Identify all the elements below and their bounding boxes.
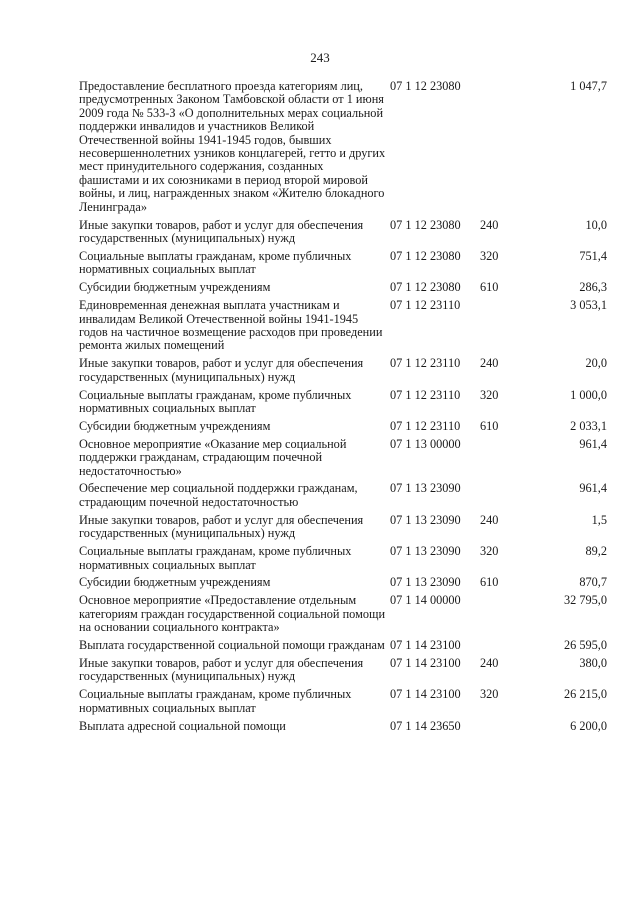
- table-row: [79, 438, 607, 478]
- row-name: Социальные выплаты гражданам, кроме публичных нормативных социальных выплат: [79, 387, 352, 415]
- row-code: 07 1 12 23080: [390, 79, 461, 93]
- table-row: [79, 281, 607, 294]
- row-name: Предоставление бесплатного проезда категориям лиц, предусмотренных Законом Тамбовской области от 1 июня 2009 года № 533-З «О дополнительных мерах социальной поддержки инвалидов и участников Великой Отечественной войны 1941-1945 годов, бывших несовершеннолетних узников концлагерей, гетто и других мест принудительного содержания, созданных фашистами и их союзниками в период второй мировой войны, и лиц, награжденных знаком «Жителю блокадного Ленинграда»: [79, 79, 386, 214]
- row-name: Иные закупки товаров, работ и услуг для обеспечения государственных (муниципальных) нужд: [79, 512, 364, 541]
- row-type: 320: [480, 387, 499, 402]
- row-code: 07 1 14 23100: [390, 655, 461, 670]
- table-row: [79, 720, 607, 733]
- row-code: 07 1 13 23090: [390, 544, 461, 559]
- row-name: Социальные выплаты гражданам, кроме публичных нормативных социальных выплат: [79, 687, 352, 715]
- row-code: 07 1 12 23110: [390, 356, 461, 371]
- row-code: 07 1 13 23090: [390, 512, 461, 527]
- row-name: Иные закупки товаров, работ и услуг для обеспечения государственных (муниципальных) нужд: [79, 356, 364, 384]
- row-amount: 1 047,7: [570, 79, 607, 93]
- table-row: [79, 594, 607, 634]
- row-amount: 2 033,1: [570, 418, 607, 433]
- row-type: 240: [480, 356, 499, 371]
- row-name: Субсидии бюджетным учреждениям: [79, 575, 271, 590]
- row-type: 320: [480, 544, 499, 559]
- row-name: Выплата государственной социальной помощи гражданам: [79, 638, 385, 653]
- table-row: [79, 420, 607, 433]
- row-amount: 380,0: [579, 655, 607, 670]
- row-code: 07 1 13 23090: [390, 575, 461, 590]
- table-row: [79, 688, 607, 715]
- row-name: Обеспечение мер социальной поддержки гражданам, страдающим почечной недостаточностью: [79, 481, 358, 509]
- row-name: Выплата адресной социальной помощи: [79, 718, 286, 733]
- row-code: 07 1 14 23100: [390, 638, 461, 653]
- row-type: 610: [480, 418, 499, 433]
- row-code: 07 1 13 00000: [390, 436, 461, 451]
- row-amount: 1,5: [591, 512, 607, 527]
- table-row: [79, 219, 607, 246]
- row-type: 240: [480, 655, 499, 670]
- budget-table: [79, 80, 607, 737]
- row-amount: 751,4: [579, 248, 607, 263]
- page-number: 243: [310, 50, 330, 65]
- row-type: 320: [480, 687, 499, 702]
- row-type: 610: [480, 280, 499, 295]
- row-name: Основное мероприятие «Предоставление отдельным категориям граждан государственной социальной помощи на основании социального контракта»: [79, 593, 386, 635]
- table-row: [79, 514, 607, 541]
- table-row: [79, 639, 607, 652]
- row-code: 07 1 12 23080: [390, 248, 461, 263]
- table-row: [79, 657, 607, 684]
- table-row: [79, 299, 607, 353]
- row-code: 07 1 14 23650: [390, 718, 461, 733]
- row-name: Иные закупки товаров, работ и услуг для обеспечения государственных (муниципальных) нужд: [79, 655, 364, 684]
- row-amount: 32 795,0: [563, 593, 607, 608]
- table-row: [79, 389, 607, 416]
- row-amount: 89,2: [585, 544, 607, 559]
- row-amount: 961,4: [579, 436, 607, 451]
- row-name: Социальные выплаты гражданам, кроме публичных нормативных социальных выплат: [79, 544, 352, 572]
- row-amount: 26 215,0: [563, 687, 607, 702]
- row-amount: 10,0: [585, 217, 607, 232]
- table-row: [79, 80, 607, 214]
- row-amount: 961,4: [579, 481, 607, 496]
- row-name: Социальные выплаты гражданам, кроме публичных нормативных социальных выплат: [79, 248, 352, 277]
- row-amount: 870,7: [579, 575, 607, 590]
- row-code: 07 1 14 23100: [390, 687, 461, 702]
- row-code: 07 1 14 00000: [390, 593, 461, 608]
- row-name: Иные закупки товаров, работ и услуг для обеспечения государственных (муниципальных) нужд: [79, 217, 364, 245]
- row-type: 610: [480, 575, 499, 590]
- row-type: 240: [480, 217, 499, 232]
- row-type: 320: [480, 248, 499, 263]
- row-code: 07 1 12 23110: [390, 418, 461, 433]
- row-code: 07 1 12 23110: [390, 298, 461, 313]
- row-amount: 286,3: [579, 280, 607, 295]
- table-row: [79, 545, 607, 572]
- row-amount: 3 053,1: [570, 298, 607, 313]
- row-code: 07 1 12 23110: [390, 387, 461, 402]
- row-amount: 1 000,0: [570, 387, 607, 402]
- row-code: 07 1 12 23080: [390, 217, 461, 232]
- row-code: 07 1 12 23080: [390, 280, 461, 295]
- table-row: [79, 482, 607, 509]
- row-name: Субсидии бюджетным учреждениям: [79, 280, 271, 295]
- row-amount: 20,0: [585, 356, 607, 371]
- row-code: 07 1 13 23090: [390, 481, 461, 496]
- row-type: 240: [480, 512, 499, 527]
- row-amount: 6 200,0: [570, 718, 607, 733]
- row-amount: 26 595,0: [563, 638, 607, 653]
- row-name: Единовременная денежная выплата участникам и инвалидам Великой Отечественной войны 1941-1945 годов на частичное возмещение расходов при проведении ремонта жилых помещений: [79, 298, 383, 353]
- row-name: Субсидии бюджетным учреждениям: [79, 418, 271, 433]
- table-row: [79, 576, 607, 589]
- table-row: [79, 250, 607, 277]
- row-name: Основное мероприятие «Оказание мер социальной поддержки гражданам, страдающим почечной недостаточностью»: [79, 436, 347, 478]
- table-row: [79, 357, 607, 384]
